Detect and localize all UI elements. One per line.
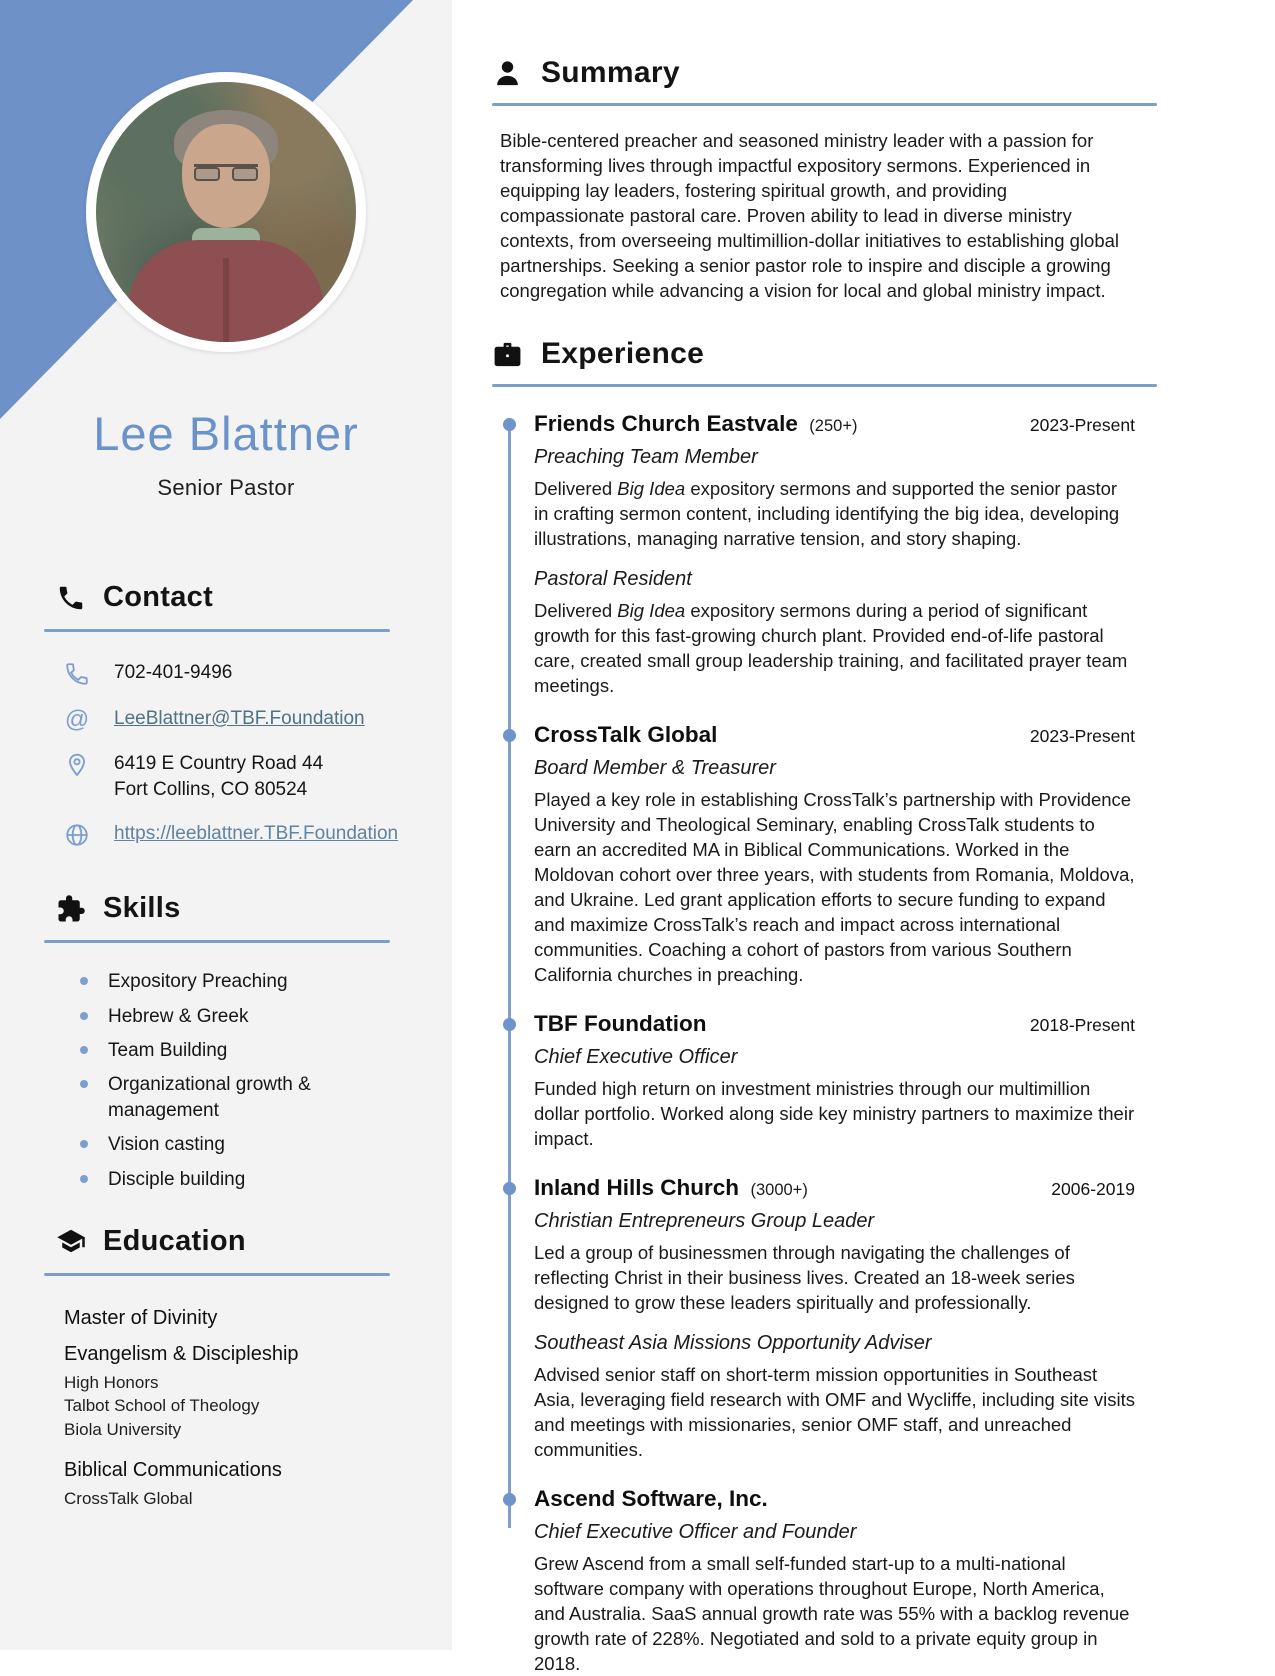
section-divider (492, 384, 1157, 387)
briefcase-icon (492, 339, 523, 370)
skills-heading (0, 892, 452, 925)
skill-item: Vision casting (74, 1132, 404, 1158)
education-heading-label: Education (103, 1224, 246, 1257)
address-text (114, 751, 323, 802)
role-title: Chief Executive Officer and Founder (534, 1521, 857, 1543)
profile-photo (96, 82, 356, 342)
role-description (534, 598, 1136, 698)
degree-name: Master of Divinity (64, 1306, 218, 1329)
role-title: Pastoral Resident (534, 568, 692, 590)
role-block (534, 446, 1157, 551)
phone-number: 702-401-9496 (114, 662, 233, 683)
company-line (534, 1486, 768, 1512)
role-title: Preaching Team Member (534, 446, 758, 468)
company-name: Friends Church Eastvale (534, 411, 798, 436)
date-range: 2018-Present (1029, 1015, 1135, 1035)
company-name: Inland Hills Church (534, 1175, 740, 1200)
date-range: 2006-2019 (1051, 1179, 1135, 1199)
summary-text: Bible-centered preacher and seasoned ministry leader with a passion for transforming lives through impactful expository sermons. Experienced in equipping lay leaders, fostering spiritual growth, and providing compassionate pastoral care. Proven ability to lead in diverse ministry contexts, from overseeing multimillion-dollar initiatives to establishing global partnerships. Seeking a senior pastor role to inspire and disciple a growing congregation while advancing a vision for local and global ministry impact. (500, 130, 1120, 301)
role-block (534, 1521, 1157, 1676)
education-entry (64, 1340, 408, 1441)
skill-item: Expository Preaching (74, 969, 404, 995)
entry-header (534, 1175, 1157, 1201)
role-block (534, 568, 1157, 698)
para-text: expository sermons and supported the senior pastor in crafting sermon content, including identifying the big idea, developing illustrations, managing narrative tension, and story shaping. (534, 478, 1120, 549)
phone-icon (56, 583, 86, 613)
experience-entry (492, 411, 1157, 698)
para-text: Advised senior staff on short-term mission opportunities in Southeast Asia, leveraging field research with OMF and Wycliffe, including site visits and meetings with missionaries, senior OMF staff, and unreached communities. (534, 1364, 1135, 1460)
role-title: Christian Entrepreneurs Group Leader (534, 1210, 875, 1232)
timeline-dot (503, 1018, 516, 1031)
section-divider (44, 940, 390, 943)
date-range: 2023-Present (1029, 726, 1135, 746)
experience-timeline (492, 411, 1157, 1676)
profile-photo-frame (86, 72, 366, 352)
experience-heading-label: Experience (541, 337, 705, 370)
education-entry (64, 1304, 408, 1332)
skill-item: Hebrew & Greek (74, 1004, 404, 1030)
contact-section (0, 581, 452, 848)
graduation-cap-icon (56, 1226, 86, 1256)
summary-heading (492, 56, 1157, 90)
role-description (534, 1076, 1136, 1151)
education-heading (0, 1225, 452, 1258)
person-name: Lee Blattner (93, 407, 359, 460)
photo-glasses (194, 164, 258, 180)
experience-entry (492, 1486, 1157, 1676)
para-text: Funded high return on investment ministries through our multimillion dollar portfolio. Worked along side key ministry partners to maximize their impact. (534, 1078, 1135, 1149)
experience-entry (492, 1175, 1157, 1462)
website-link[interactable]: https://leeblattner.TBF.Foundation (114, 823, 399, 845)
location-pin-icon (62, 752, 92, 778)
contact-address-row (0, 751, 452, 802)
contact-heading (0, 581, 452, 614)
contact-list (0, 660, 452, 848)
degree-detail: Talbot School of Theology (64, 1396, 260, 1416)
skills-section (0, 892, 452, 1193)
education-entry (64, 1456, 408, 1510)
para-text: Led a group of businessmen through navigating the challenges of reflecting Christ in their business lives. Created an 18-week series designed to grow these leaders spiritually and professionally. (534, 1242, 1075, 1313)
role-description (534, 476, 1136, 551)
timeline-dot (503, 1493, 516, 1506)
para-text: expository sermons during a period of significant growth for this fast-growing church plant. Provided end-of-life pastoral care, created small group leadership training, and facilitated prayer team meetings. (534, 600, 1128, 696)
company-line (534, 722, 717, 748)
email-link[interactable]: LeeBlattner@TBF.Foundation (114, 708, 365, 729)
skill-item: Disciple building (74, 1167, 404, 1193)
company-name: TBF Foundation (534, 1011, 707, 1036)
entry-header (534, 722, 1157, 748)
skill-item: Team Building (74, 1038, 404, 1064)
at-icon: @ (64, 706, 90, 733)
contact-phone-row (0, 660, 452, 687)
role-description (534, 1362, 1136, 1462)
entry-header (534, 411, 1157, 437)
experience-section (492, 337, 1157, 1676)
company-name: CrossTalk Global (534, 722, 718, 747)
congregation-size: (3000+) (750, 1181, 808, 1199)
summary-section (492, 56, 1157, 303)
para-text: Delivered (534, 600, 618, 621)
contact-website-row (0, 821, 452, 848)
skills-heading-label: Skills (103, 892, 181, 925)
company-name: Ascend Software, Inc. (534, 1486, 768, 1511)
role-block (534, 1046, 1157, 1151)
section-divider (44, 1273, 390, 1276)
experience-heading (492, 337, 1157, 371)
role-title: Board Member & Treasurer (534, 757, 776, 779)
entry-header (534, 1486, 1157, 1512)
education-section (0, 1225, 452, 1511)
company-line (534, 411, 857, 437)
role-block (534, 1210, 1157, 1315)
section-divider (44, 629, 390, 632)
date-range: 2023-Present (1029, 415, 1135, 435)
role-description (534, 1551, 1136, 1676)
role-description (534, 787, 1136, 987)
para-text: Delivered (534, 478, 618, 499)
experience-entry (492, 1011, 1157, 1151)
entry-header (534, 1011, 1157, 1037)
skills-list (0, 969, 452, 1193)
timeline-dot (503, 1182, 516, 1195)
degree-name: Biblical Communications (64, 1459, 282, 1482)
para-text: Played a key role in establishing CrossTalk’s partnership with Providence University and Theological Seminary, enabling CrossTalk students to earn an accredited MA in Biblical Communications. Worked in the Moldovan cohort over three years, with students from Romania, Moldova, and Ukraine. Led grant application efforts to secure funding to expand and maximize CrossTalk’s reach and impact across international communities. Coaching a cohort of pastors from various Southern California churches in preaching. (534, 789, 1135, 985)
degree-name: Evangelism & Discipleship (64, 1342, 299, 1365)
globe-icon (62, 822, 92, 848)
timeline-dot (503, 418, 516, 431)
company-line (534, 1011, 706, 1037)
sidebar (0, 0, 452, 1650)
timeline-dot (503, 729, 516, 742)
person-icon (492, 58, 523, 89)
person-job-title: Senior Pastor (157, 475, 295, 500)
degree-detail: Biola University (64, 1419, 182, 1439)
para-text: Grew Ascend from a small self-funded start-up to a multi-national software company with operations throughout Europe, North America, and Australia. SaaS annual growth rate was 55% with a backlog revenue growth rate of 228%. Negotiated and sold to a private equity group in 2018. (534, 1553, 1130, 1674)
para-emphasis: Big Idea (617, 600, 686, 621)
role-block (534, 1332, 1157, 1462)
phone-outline-icon (62, 661, 92, 687)
role-description (534, 1240, 1136, 1315)
address-line1: 6419 E Country Road 44 (114, 753, 324, 774)
para-emphasis: Big Idea (617, 478, 686, 499)
congregation-size: (250+) (809, 417, 858, 435)
section-divider (492, 103, 1157, 106)
photo-zipper (223, 258, 229, 342)
role-block (534, 757, 1157, 987)
company-line (534, 1175, 808, 1201)
skill-item: Organizational growth & management (74, 1072, 404, 1124)
experience-entry (492, 722, 1157, 987)
degree-detail: CrossTalk Global (64, 1489, 193, 1509)
address-line2: Fort Collins, CO 80524 (114, 778, 308, 800)
role-title: Chief Executive Officer (534, 1046, 738, 1068)
education-list (0, 1304, 452, 1511)
summary-heading-label: Summary (541, 56, 680, 89)
role-title: Southeast Asia Missions Opportunity Adviser (534, 1332, 932, 1354)
puzzle-icon (56, 894, 86, 924)
degree-detail: High Honors (64, 1372, 159, 1392)
main-column (452, 0, 1275, 1674)
contact-heading-label: Contact (103, 581, 214, 613)
contact-email-row (0, 706, 452, 732)
